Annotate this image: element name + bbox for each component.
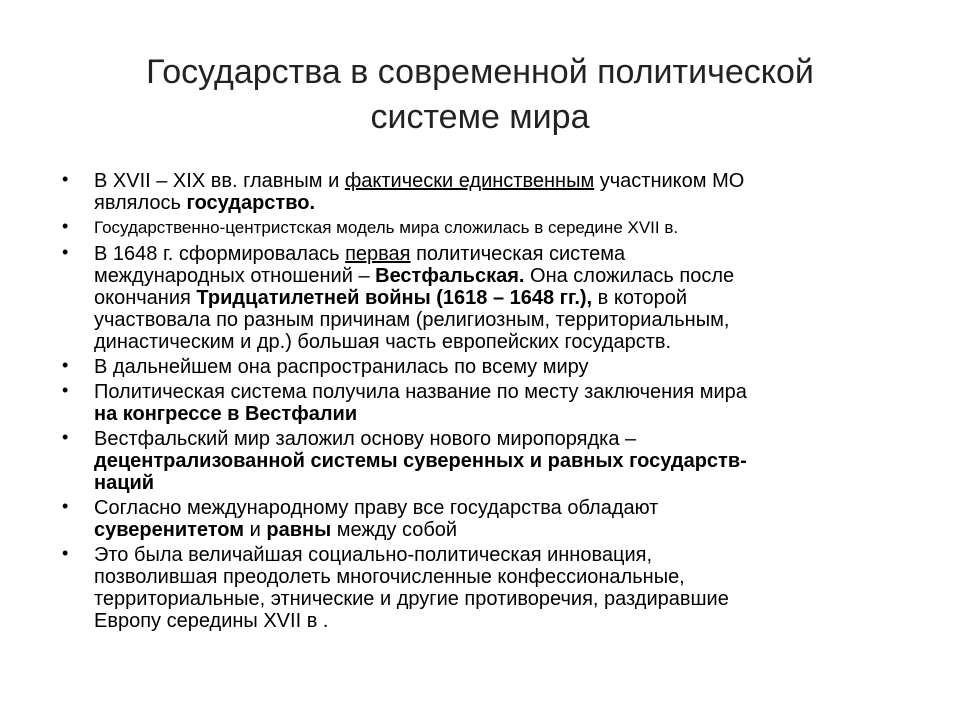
bullet-8-line-4: Европу середины XVII в .	[94, 610, 329, 632]
text-run: в которой	[592, 287, 687, 309]
bullet-3-line-2	[94, 265, 902, 287]
bullet-item-7	[62, 497, 902, 541]
bullet-8-line-1: Это была величайшая социально-политическая инновация,	[94, 544, 653, 566]
bullet-6-line-3: наций	[94, 472, 155, 494]
bullet-8-line-3: территориальные, этнические и другие противоречия, раздиравшие	[94, 588, 729, 610]
bullet-marker: •	[62, 380, 69, 400]
bullet-3-line-3	[94, 287, 902, 309]
text-run: окончания	[94, 287, 197, 309]
text-run: В 1648 г. сформировалась	[94, 243, 346, 265]
bullet-marker: •	[62, 427, 69, 447]
bullet-marker: •	[62, 216, 69, 236]
bullet-marker: •	[62, 355, 69, 375]
bold-text: суверенитетом	[94, 519, 245, 541]
text-run: участником МО	[594, 170, 745, 192]
bullet-7-line-1: Согласно международному праву все государства обладают	[94, 497, 659, 519]
bullet-4-line-1: В дальнейшем она распространилась по всему миру	[94, 356, 589, 378]
slide-title	[60, 50, 900, 140]
bold-text: Вестфальская.	[375, 265, 525, 287]
bullet-1-line-1	[94, 170, 902, 192]
bullet-list	[62, 170, 902, 635]
text-run: политическая система	[410, 243, 626, 265]
text-run: между собой	[331, 519, 458, 541]
bullet-item-5	[62, 381, 902, 425]
bullet-6-line-2: децентрализованной системы суверенных и равных государств-	[94, 450, 747, 472]
bullet-6-line-1: Вестфальский мир заложил основу нового миропорядка –	[94, 428, 637, 450]
bullet-marker: •	[62, 242, 69, 262]
bullet-8-line-2: позволившая преодолеть многочисленные конфессиональные,	[94, 566, 685, 588]
text-run: Она сложилась после	[524, 265, 735, 287]
text-run: являлось	[94, 192, 187, 214]
slide-title-line-2: системе мира	[370, 98, 590, 136]
bullet-item-4	[62, 356, 902, 378]
bullet-5-line-2: на конгрессе в Вестфалии	[94, 403, 358, 425]
bullet-3-line-4: участвовала по разным причинам (религиозным, территориальным,	[94, 309, 730, 331]
bullet-item-2	[62, 217, 902, 239]
bullet-marker: •	[62, 169, 69, 189]
bullet-7-line-2	[94, 519, 902, 541]
bold-text: Тридцатилетней войны (1618 – 1648 гг.),	[196, 287, 593, 309]
text-run: международных отношений –	[94, 265, 376, 287]
slide-title-line-1: Государства в современной политической	[146, 53, 814, 91]
bullet-5-line-1: Политическая система получила название по месту заключения мира	[94, 381, 747, 403]
bullet-3-line-5: династическим и др.) большая часть европейских государств.	[94, 331, 672, 353]
bold-text: равны	[266, 519, 332, 541]
bullet-marker: •	[62, 543, 69, 563]
bullet-item-8	[62, 544, 902, 632]
bullet-item-3	[62, 243, 902, 353]
underlined-text: первая	[345, 243, 411, 265]
bullet-item-1	[62, 170, 902, 214]
bullet-3-line-1	[94, 243, 902, 265]
text-run: В XVII – XIX вв. главным и	[94, 170, 345, 192]
underlined-text: фактически единственным	[344, 170, 595, 192]
bullet-item-6	[62, 428, 902, 494]
bullet-marker: •	[62, 496, 69, 516]
bold-text: государство.	[186, 192, 316, 214]
bullet-1-line-2	[94, 192, 902, 214]
bullet-2-line-1: Государственно-центристская модель мира сложилась в середине XVII в.	[94, 218, 679, 237]
text-run: и	[244, 519, 267, 541]
